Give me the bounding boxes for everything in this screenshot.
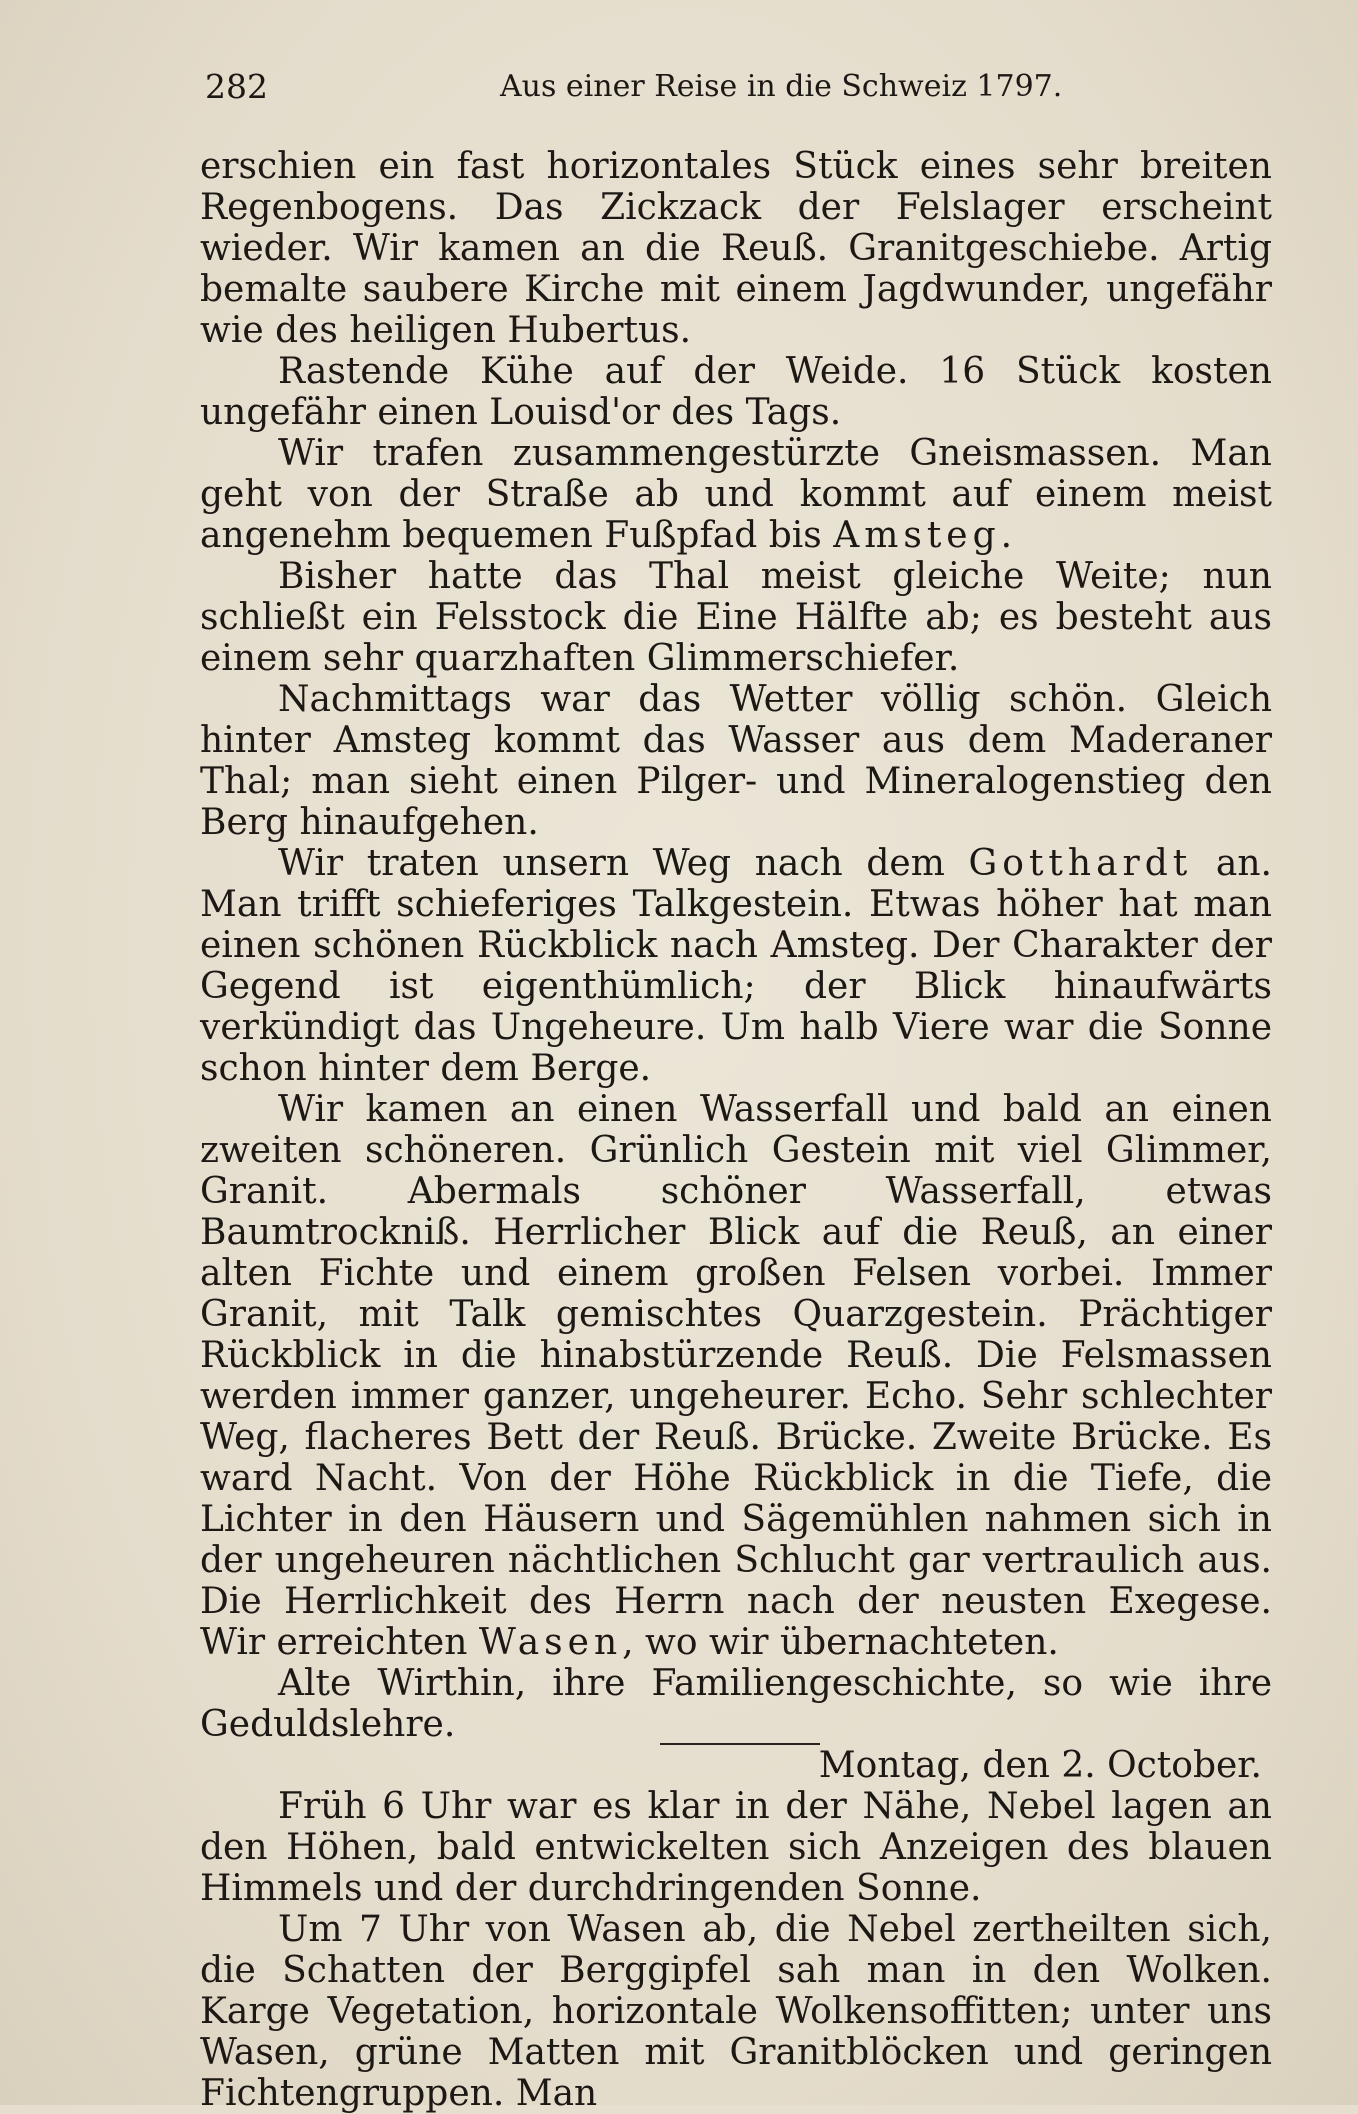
paragraph-text: Wir trafen zusammengestürzte Gneismassen. Man geht von der Straße ab und kommt auf einem meist angenehm bequemen Fußpfad bis <box>200 433 1272 556</box>
paragraph: Alte Wirthin, ihre Familiengeschichte, so wie ihre Geduldslehre. <box>200 1663 1272 1745</box>
paragraph <box>200 843 1272 1089</box>
running-title: Aus einer Reise in die Schweiz 1797. <box>500 69 1063 104</box>
paragraph <box>200 1089 1272 1663</box>
paragraph: erschien ein fast horizontales Stück eines sehr breiten Regenbogens. Das Zickzack der Felslager erscheint wieder. Wir kamen an die Reuß. Granitgeschiebe. Artig bemalte saubere Kirche mit einem Jagdwunder, ungefähr wie des heiligen Hubertus. <box>200 146 1272 351</box>
paragraph: Bisher hatte das Thal meist gleiche Weite; nun schließt ein Felsstock die Eine Hälfte ab; es besteht aus einem sehr quarzhaften Glimmerschiefer. <box>200 556 1272 679</box>
paragraph-text: Wir traten unsern Weg nach dem <box>278 843 969 884</box>
dateline: Montag, den 2. October. <box>818 1745 1262 1786</box>
paragraph <box>200 433 1272 556</box>
spaced-place-name: Wasen <box>478 1622 623 1663</box>
page-header <box>205 62 1265 112</box>
paragraph-text: an. Man trifft schieferiges Talkgestein. Etwas höher hat man einen schönen Rückblick nach Amsteg. Der Charakter der Gegend ist eigenthümlich; der Blick hinaufwärts verkündigt das Ungeheure. Um halb Viere war die Sonne schon hinter dem Berge. <box>200 843 1272 1089</box>
page-body <box>200 146 1272 2114</box>
paragraph-text: Wir kamen an einen Wasserfall und bald an einen zweiten schöneren. Grünlich Gestein mit viel Glimmer, Granit. Abermals schöner Wasserfall, etwas Baumtrockniß. Herrlicher Blick auf die Reuß, an einer alten Fichte und einem großen Felsen vorbei. Immer Granit, mit Talk gemischtes Quarzgestein. Prächtiger Rückblick in die hinabstürzende Reuß. Die Felsmassen werden immer ganzer, ungeheurer. Echo. Sehr schlechter Weg, flacheres Bett der Reuß. Brücke. Zweite Brücke. Es ward Nacht. Von der Höhe Rückblick in die Tiefe, die Lichter in den Häusern und Sägemühlen nahmen sich in der ungeheuren nächtlichen Schlucht gar vertraulich aus. Die Herrlichkeit des Herrn nach der neusten Exegese. Wir erreichten <box>200 1089 1272 1663</box>
spaced-place-name: Amsteg. <box>833 515 1018 556</box>
paragraph: Früh 6 Uhr war es klar in der Nähe, Nebel lagen an den Höhen, bald entwickelten sich Anzeigen des blauen Himmels und der durchdringenden Sonne. <box>200 1786 1272 1909</box>
spaced-place-name: Gotthardt <box>968 843 1193 884</box>
page-number: 282 <box>205 67 268 106</box>
paragraph: Rastende Kühe auf der Weide. 16 Stück kosten ungefähr einen Louisd'or des Tags. <box>200 351 1272 433</box>
paragraph-text: , wo wir übernachteten. <box>622 1622 1059 1663</box>
paragraph: Nachmittags war das Wetter völlig schön. Gleich hinter Amsteg kommt das Wasser aus dem Maderaner Thal; man sieht einen Pilger- und Mineralogenstieg den Berg hinaufgehen. <box>200 679 1272 843</box>
paragraph: Um 7 Uhr von Wasen ab, die Nebel zertheilten sich, die Schatten der Berggipfel sah man in den Wolken. Karge Vegetation, horizontale Wolkensoffitten; unter uns Wasen, grüne Matten mit Granitblöcken und geringen Fichtengruppen. Man <box>200 1909 1272 2114</box>
